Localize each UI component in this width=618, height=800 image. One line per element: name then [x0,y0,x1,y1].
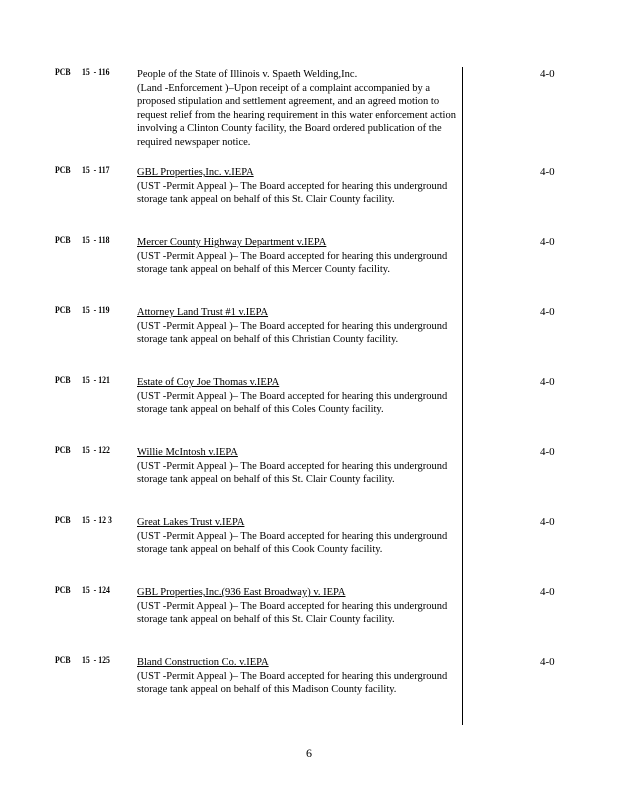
case-entry [0,376,618,456]
case-summary: (UST -Permit Appeal )– The Board accepted for hearing this underground storage tank appeal on behalf of this Madison County facility. [137,670,448,695]
case-entry [0,166,618,246]
vote-count: 4-0 [540,68,555,80]
page-number: 6 [306,746,312,760]
case-summary: (UST -Permit Appeal )– The Board accepted for hearing this underground storage tank appeal on behalf of this St. Clair County facility. [137,180,448,205]
case-summary: (UST -Permit Appeal )– The Board accepted for hearing this underground storage tank appeal on behalf of this Coles County facility. [137,390,448,415]
vote-count: 4-0 [540,586,555,598]
case-title: Mercer County Highway Department v.IEPA [137,237,327,248]
vote-count: 4-0 [540,446,555,458]
case-description [137,236,467,277]
case-description [137,166,467,207]
case-prefix: PCB [55,516,71,526]
docket-number: 15 - 118 [82,236,110,246]
case-entry [0,586,618,666]
case-prefix: PCB [55,236,71,246]
case-summary: (Land -Enforcement )–Upon receipt of a complaint accompanied by a proposed stipulation and settlement agreement, and an agreed motion to request relief from the hearing requirement in this water enforcement action involving a Clinton County facility, the Board ordered publication of the required newspaper notice. [137,82,456,148]
case-prefix: PCB [55,586,71,596]
docket-number: 15 - 125 [82,656,110,666]
case-summary: (UST -Permit Appeal )– The Board accepted for hearing this underground storage tank appeal on behalf of this Christian County facility. [137,320,448,345]
case-prefix: PCB [55,376,71,386]
case-description [137,306,467,347]
case-description [137,376,467,417]
case-entry [0,656,618,736]
docket-number: 15 - 122 [82,446,110,456]
docket-number: 15 - 121 [82,376,110,386]
case-prefix: PCB [55,656,71,666]
docket-number: 15 - 124 [82,586,110,596]
case-entry [0,306,618,386]
case-prefix: PCB [55,68,71,78]
case-entry [0,446,618,526]
case-summary: (UST -Permit Appeal )– The Board accepted for hearing this underground storage tank appeal on behalf of this Cook County facility. [137,530,448,555]
case-title: People of the State of Illinois v. Spaeth Welding,Inc. [137,69,358,80]
case-title: Estate of Coy Joe Thomas v.IEPA [137,377,280,388]
case-summary: (UST -Permit Appeal )– The Board accepted for hearing this underground storage tank appeal on behalf of this Mercer County facility. [137,250,448,275]
case-title: Great Lakes Trust v.IEPA [137,517,245,528]
case-prefix: PCB [55,446,71,456]
vote-count: 4-0 [540,236,555,248]
case-title: Bland Construction Co. v.IEPA [137,657,269,668]
case-description [137,586,467,627]
vote-count: 4-0 [540,656,555,668]
case-entry [0,236,618,316]
case-description [137,656,467,697]
docket-number: 15 - 12 3 [82,516,112,526]
case-summary: (UST -Permit Appeal )– The Board accepted for hearing this underground storage tank appeal on behalf of this St. Clair County facility. [137,460,448,485]
vote-count: 4-0 [540,166,555,178]
case-description [137,516,467,557]
case-prefix: PCB [55,166,71,176]
case-title: GBL Properties,Inc. v.IEPA [137,167,254,178]
docket-number: 15 - 119 [82,306,110,316]
vote-count: 4-0 [540,516,555,528]
vote-count: 4-0 [540,306,555,318]
case-entry [0,516,618,596]
docket-number: 15 - 117 [82,166,110,176]
case-entry [0,68,618,148]
case-title: GBL Properties,Inc.(936 East Broadway) v. IEPA [137,587,346,598]
case-title: Willie McIntosh v.IEPA [137,447,238,458]
docket-number: 15 - 116 [82,68,110,78]
case-prefix: PCB [55,306,71,316]
case-summary: (UST -Permit Appeal )– The Board accepted for hearing this underground storage tank appeal on behalf of this St. Clair County facility. [137,600,448,625]
case-title: Attorney Land Trust #1 v.IEPA [137,307,269,318]
case-description [137,68,467,149]
vote-count: 4-0 [540,376,555,388]
case-description [137,446,467,487]
